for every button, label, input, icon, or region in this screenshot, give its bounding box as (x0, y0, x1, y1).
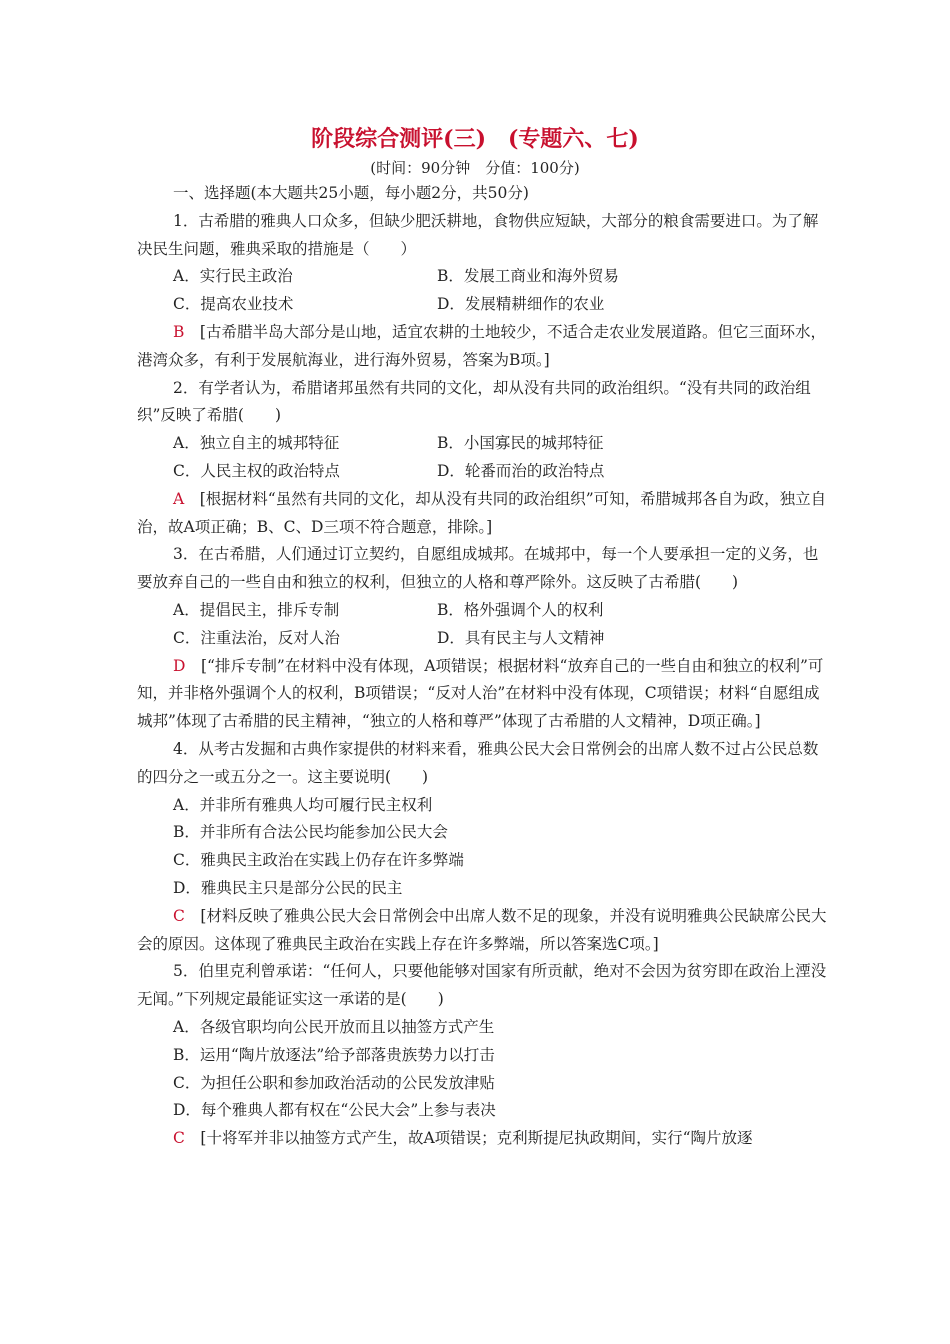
question-1-option-c: C．提高农业技术 (173, 295, 294, 314)
question-3-options-row-1 (137, 597, 827, 625)
question-5-option-d: D．每个雅典人都有权在“公民大会”上参与表决 (173, 1101, 496, 1120)
question-1-answer-block (137, 319, 827, 375)
question-4-explanation: [材料反映了雅典公民大会日常例会中出席人数不足的现象，并没有说明雅典公民缺席公民大会的原因。这体现了雅典民主政治在实践上存在许多弊端，所以答案选C项。] (137, 906, 827, 953)
question-4-answer-block (137, 903, 827, 959)
question-4-option-b: B．并非所有合法公民均能参加公民大会 (173, 823, 448, 842)
question-3-answer-block (137, 653, 827, 736)
question-5-explanation: [十将军并非以抽签方式产生，故A项错误；克利斯提尼执政期间，实行“陶片放逐 (200, 1129, 753, 1148)
question-3-option-d: D．具有民主与人文精神 (437, 628, 605, 647)
question-3-option-b: B．格外强调个人的权利 (437, 600, 604, 619)
question-2-options-row-2 (137, 458, 827, 486)
question-2-option-c: C．人民主权的政治特点 (173, 461, 340, 480)
question-3-explanation: [“排斥专制”在材料中没有体现，A项错误；根据材料“放弃自己的一些自由和独立的权利”可知，并非格外强调个人的权利，B项错误；“反对人治”在材料中没有体现，C项错误；材料“自愿组成城邦”体现了古希腊的民主精神，“独立的人格和尊严”体现了古希腊的人文精神，D项正确。] (137, 656, 824, 731)
question-1-option-b: B．发展工商业和海外贸易 (437, 267, 619, 286)
question-4-stem: 4．从考古发掘和古典作家提供的材料来看，雅典公民大会日常例会的出席人数不过占公民总数的四分之一或五分之一。这主要说明( ) (137, 739, 819, 786)
question-2-options-row-1 (137, 430, 827, 458)
question-1-option-a: A．实行民主政治 (173, 267, 293, 286)
section-heading: 一、选择题(本大题共25小题，每小题2分，共50分) (173, 184, 529, 202)
question-5-option-b: B．运用“陶片放逐法”给予部落贵族势力以打击 (173, 1045, 495, 1064)
question-2-option-a: A．独立自主的城邦特征 (173, 434, 340, 453)
question-3-options-row-2 (137, 625, 827, 653)
question-4-answer: C (173, 906, 185, 925)
question-2-option-d: D．轮番而治的政治特点 (437, 461, 605, 480)
question-1-explanation: [古希腊半岛大部分是山地，适宜农耕的土地较少，不适合走农业发展道路。但它三面环水，港湾众多，有利于发展航海业，进行海外贸易，答案为B项。] (137, 322, 826, 369)
question-2-answer: A (173, 489, 185, 508)
question-3-option-c: C．注重法治，反对人治 (173, 628, 340, 647)
question-5-answer-block (137, 1125, 827, 1153)
question-2-answer-block (137, 486, 827, 542)
question-1-answer: B (173, 322, 185, 341)
page-title: 阶段综合测评(三) (专题六、七) (311, 126, 639, 152)
question-2-explanation: [根据材料“虽然有共同的文化，却从没有共同的政治组织”可知，希腊城邦各自为政，独立自治，故A项正确；B、C、D三项不符合题意，排除。] (137, 489, 827, 536)
question-2-option-b: B．小国寡民的城邦特征 (437, 434, 604, 453)
question-1-option-d: D．发展精耕细作的农业 (437, 295, 605, 314)
question-1-options-row-1 (137, 263, 827, 291)
question-5-option-c: C．为担任公职和参加政治活动的公民发放津贴 (173, 1073, 495, 1092)
question-4-option-a: A．并非所有雅典人均可履行民主权利 (173, 795, 433, 814)
question-1-options-row-2 (137, 291, 827, 319)
page-subtitle: (时间：90分钟 分值：100分) (370, 159, 580, 177)
question-4-option-c: C．雅典民主政治在实践上仍存在许多弊端 (173, 851, 464, 870)
question-5-option-a: A．各级官职均向公民开放而且以抽签方式产生 (173, 1017, 495, 1036)
question-1-stem: 1．古希腊的雅典人口众多，但缺少肥沃耕地，食物供应短缺，大部分的粮食需要进口。为了解决民生问题，雅典采取的措施是（ ） (137, 211, 819, 258)
question-3-answer: D (173, 656, 186, 675)
question-5-stem: 5．伯里克利曾承诺：“任何人，只要他能够对国家有所贡献，绝对不会因为贫穷即在政治上湮没无闻。”下列规定最能证实这一承诺的是( ) (137, 962, 827, 1009)
document-body (137, 180, 827, 1153)
question-3-stem: 3．在古希腊，人们通过订立契约，自愿组成城邦。在城邦中，每一个人要承担一定的义务，也要放弃自己的一些自由和独立的权利，但独立的人格和尊严除外。这反映了古希腊( ) (137, 545, 819, 592)
question-4-option-d: D．雅典民主只是部分公民的民主 (173, 878, 403, 897)
question-3-option-a: A．提倡民主，排斥专制 (173, 600, 340, 619)
question-2-stem: 2．有学者认为，希腊诸邦虽然有共同的文化，却从没有共同的政治组织。“没有共同的政治组织”反映了希腊( ) (137, 378, 811, 425)
question-5-answer: C (173, 1129, 185, 1148)
